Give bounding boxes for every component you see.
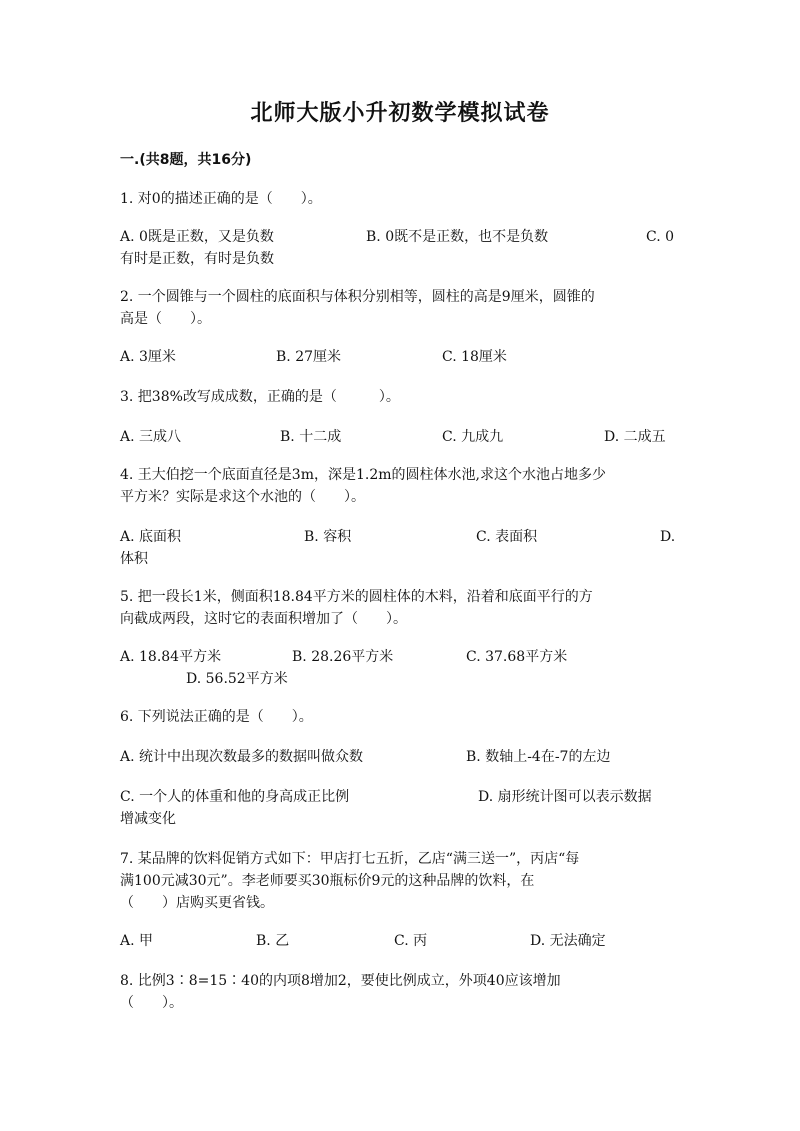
question-3-text: 3. 把38%改写成成数，正确的是（ ）。	[120, 389, 400, 405]
q5-option-b[interactable]: B. 28.26平方米	[292, 649, 394, 665]
q4-option-c[interactable]: C. 表面积	[476, 529, 538, 545]
question-7-text-line3: （ ）店购买更省钱。	[120, 895, 274, 911]
question-6-options-row1	[120, 746, 680, 768]
q2-option-c[interactable]: C. 18厘米	[442, 349, 507, 365]
q4-option-b[interactable]: B. 容积	[304, 529, 352, 545]
question-2-text-line2: 高是（ ）。	[120, 311, 211, 327]
q5-option-a[interactable]: A. 18.84平方米	[120, 649, 222, 665]
q7-option-d[interactable]: D. 无法确定	[530, 933, 606, 949]
q2-option-a[interactable]: A. 3厘米	[120, 349, 176, 365]
question-2-options	[120, 346, 680, 368]
question-4-options	[120, 526, 680, 548]
q1-option-c-continued: 有时是正数，有时是负数	[120, 251, 274, 267]
q3-option-b[interactable]: B. 十二成	[280, 429, 342, 445]
section-heading: 一.(共8题，共16分)	[120, 152, 252, 168]
question-6-options-row2	[120, 786, 680, 808]
q3-option-a[interactable]: A. 三成八	[120, 429, 182, 445]
q6-option-a[interactable]: A. 统计中出现次数最多的数据叫做众数	[120, 749, 364, 765]
q4-option-d-continued: 体积	[120, 551, 148, 567]
question-3-options	[120, 426, 680, 448]
q5-option-c[interactable]: C. 37.68平方米	[466, 649, 568, 665]
question-5-text-line2: 向截成两段，这时它的表面积增加了（ ）。	[120, 611, 407, 627]
question-4-text-line2: 平方米？实际是求这个水池的（ ）。	[120, 489, 365, 505]
q6-option-b[interactable]: B. 数轴上-4在-7的左边	[466, 749, 611, 765]
question-1-options	[120, 226, 680, 248]
q1-option-c[interactable]: C. 0	[646, 229, 675, 245]
q4-option-a[interactable]: A. 底面积	[120, 529, 182, 545]
q6-option-d[interactable]: D. 扇形统计图可以表示数据	[478, 789, 652, 805]
question-5-text-line1: 5. 把一段长1米，侧面积18.84平方米的圆柱体的木料，沿着和底面平行的方	[120, 589, 593, 605]
q7-option-c[interactable]: C. 丙	[394, 933, 428, 949]
question-4-text-line1: 4. 王大伯挖一个底面直径是3m，深是1.2m的圆柱体水池,求这个水池占地多少	[120, 467, 606, 483]
q5-option-d[interactable]: D. 56.52平方米	[186, 671, 288, 687]
question-8-text-line2: （ ）。	[120, 995, 183, 1011]
question-2-text-line1: 2. 一个圆锥与一个圆柱的底面积与体积分别相等，圆柱的高是9厘米，圆锥的	[120, 289, 595, 305]
q2-option-b[interactable]: B. 27厘米	[276, 349, 342, 365]
question-5-options	[120, 646, 680, 668]
q7-option-b[interactable]: B. 乙	[256, 933, 290, 949]
q1-option-b[interactable]: B. 0既不是正数，也不是负数	[366, 229, 549, 245]
question-6-text: 6. 下列说法正确的是（ ）。	[120, 709, 313, 725]
q4-option-d[interactable]: D.	[660, 529, 676, 545]
q7-option-a[interactable]: A. 甲	[120, 933, 154, 949]
question-7-text-line2: 满100元减30元”。李老师要买30瓶标价9元的这种品牌的饮料，在	[120, 873, 535, 889]
q6-option-c[interactable]: C. 一个人的体重和他的身高成正比例	[120, 789, 350, 805]
question-8-text-line1: 8. 比例3∶8=15∶40的内项8增加2，要使比例成立，外项40应该增加	[120, 973, 561, 989]
page-title: 北师大版小升初数学模拟试卷	[250, 101, 550, 126]
question-7-text-line1: 7. 某品牌的饮料促销方式如下：甲店打七五折，乙店“满三送一”，丙店“每	[120, 851, 580, 867]
question-7-options	[120, 930, 680, 952]
q6-option-d-continued: 增减变化	[120, 811, 176, 827]
question-5-options-row2	[120, 668, 680, 690]
q3-option-c[interactable]: C. 九成九	[442, 429, 504, 445]
q1-option-a[interactable]: A. 0既是正数，又是负数	[120, 229, 274, 245]
question-1-text: 1. 对0的描述正确的是（ ）。	[120, 191, 322, 207]
q3-option-d[interactable]: D. 二成五	[604, 429, 666, 445]
